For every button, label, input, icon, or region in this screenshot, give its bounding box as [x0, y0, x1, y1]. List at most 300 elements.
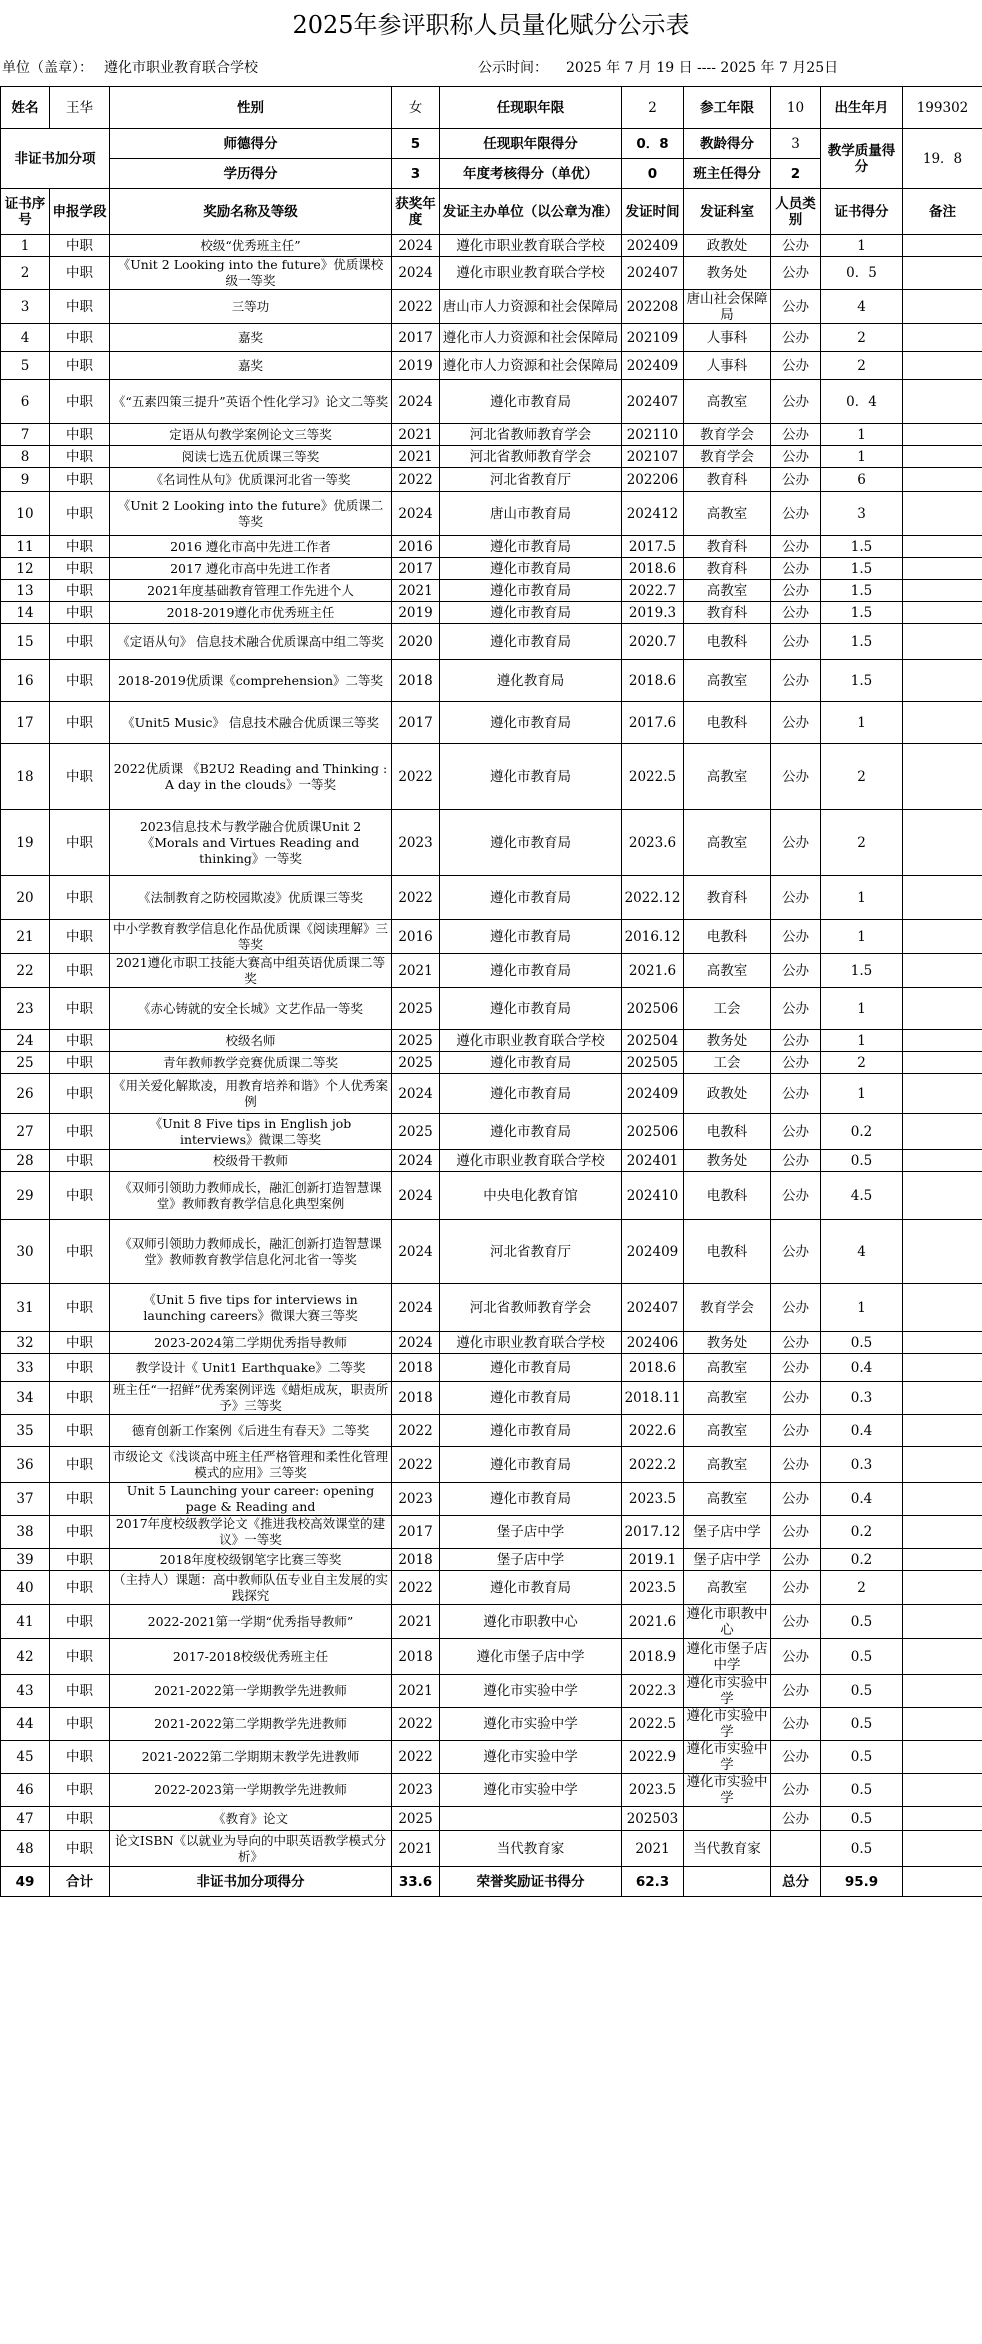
cert-no-cell: 20: [1, 876, 50, 920]
award-year-cell: 2024: [392, 257, 440, 290]
award-name-cell: 2018年度校级钢笔字比赛三等奖: [110, 1549, 392, 1571]
dept-cell: 高教室: [684, 660, 771, 702]
publish-time: 2025 年 7 月 19 日 ---- 2025 年 7 月25日: [566, 60, 839, 76]
table-row: [1, 1074, 982, 1114]
issue-date-cell: 202409: [622, 352, 684, 380]
dept-cell: 高教室: [684, 1571, 771, 1605]
cert-score-cell: 0.5: [821, 1831, 903, 1867]
issuer-cell: 堡子店中学: [440, 1516, 622, 1549]
award-year-cell: 2016: [392, 920, 440, 954]
dept-cell: 电教科: [684, 1172, 771, 1220]
issue-date-cell: 2022.9: [622, 1741, 684, 1774]
issuer-cell: 河北省教育厅: [440, 468, 622, 492]
dept-cell: 遵化市实验中学: [684, 1774, 771, 1807]
cert-score-cell: 0.4: [821, 1354, 903, 1382]
cert-no-cell: 17: [1, 702, 50, 744]
cert-no-cell: 15: [1, 624, 50, 660]
remark-cell: [903, 446, 982, 468]
table-row: [1, 660, 982, 702]
award-name-cell: 《教育》论文: [110, 1807, 392, 1831]
table-row: [1, 876, 982, 920]
teaching-age-value: 3: [771, 129, 821, 159]
remark-cell: [903, 602, 982, 624]
dept-cell: 高教室: [684, 580, 771, 602]
remark-cell: [903, 1332, 982, 1354]
table-row: [1, 810, 982, 876]
remark-cell: [903, 1774, 982, 1807]
issue-date-cell: 2017.12: [622, 1516, 684, 1549]
award-year-cell: 2017: [392, 702, 440, 744]
level-cell: 中职: [50, 1807, 110, 1831]
staff-category-cell: 公办: [771, 424, 821, 446]
cert-no-cell: 35: [1, 1415, 50, 1447]
award-year-cell: 2023: [392, 1774, 440, 1807]
remark-cell: [903, 536, 982, 558]
issue-date-cell: 202409: [622, 1074, 684, 1114]
award-year-cell: 2021: [392, 954, 440, 988]
cert-score-cell: 1: [821, 235, 903, 257]
staff-category-cell: 公办: [771, 602, 821, 624]
level-cell: 中职: [50, 1516, 110, 1549]
award-name-cell: 《“五素四策三提升”英语个性化学习》论文二等奖: [110, 380, 392, 424]
issue-date-cell: 2022.5: [622, 744, 684, 810]
cert-score-cell: 0.5: [821, 1675, 903, 1708]
cert-score-cell: 1: [821, 1284, 903, 1332]
name-value: 王华: [50, 87, 110, 129]
table-row: [1, 1605, 982, 1639]
staff-category-cell: 公办: [771, 1114, 821, 1150]
cert-no-cell: 6: [1, 380, 50, 424]
award-name-cell: 2022优质课 《B2U2 Reading and Thinking : A day in the clouds》一等奖: [110, 744, 392, 810]
award-year-cell: 2022: [392, 1708, 440, 1741]
award-name-cell: 2021-2022第二学期教学先进教师: [110, 1708, 392, 1741]
table-row: [1, 1284, 982, 1332]
dept-cell: 教育科: [684, 536, 771, 558]
cert-score-cell: 3: [821, 492, 903, 536]
award-name-cell: 阅读七选五优质课三等奖: [110, 446, 392, 468]
staff-category-cell: 公办: [771, 920, 821, 954]
dept-cell: 遵化市实验中学: [684, 1708, 771, 1741]
cert-score-cell: 1: [821, 920, 903, 954]
table-row: [1, 1220, 982, 1284]
cert-no-cell: 14: [1, 602, 50, 624]
remark-cell: [903, 920, 982, 954]
issuer-cell: 遵化市教育局: [440, 380, 622, 424]
issue-date-cell: 2021.6: [622, 1605, 684, 1639]
award-name-cell: 2023信息技术与教学融合优质课Unit 2《Morals and Virtues Reading and thinking》一等奖: [110, 810, 392, 876]
table-row: [1, 1150, 982, 1172]
ethics-label: 师德得分: [110, 129, 392, 159]
staff-category-cell: 公办: [771, 1774, 821, 1807]
staff-category-cell: 公办: [771, 1284, 821, 1332]
table-row: [1, 536, 982, 558]
cert-score-cell: 1.5: [821, 954, 903, 988]
cert-no-cell: 33: [1, 1354, 50, 1382]
award-name-cell: 2022-2023第一学期教学先进教师: [110, 1774, 392, 1807]
staff-category-cell: 公办: [771, 1030, 821, 1052]
work-value: 10: [771, 87, 821, 129]
cert-score-cell: 1.5: [821, 660, 903, 702]
dept-cell: 高教室: [684, 1415, 771, 1447]
level-cell: 中职: [50, 876, 110, 920]
level-cell: 中职: [50, 1774, 110, 1807]
issuer-cell: 中央电化教育馆: [440, 1172, 622, 1220]
dept-cell: 当代教育家: [684, 1831, 771, 1867]
award-year-cell: 2018: [392, 1354, 440, 1382]
cert-score-cell: 0.5: [821, 1332, 903, 1354]
remark-cell: [903, 1074, 982, 1114]
award-name-cell: 2022-2021第一学期“优秀指导教师”: [110, 1605, 392, 1639]
award-name-cell: 《双师引领助力教师成长，融汇创新打造智慧课堂》教师教育教学信息化典型案例: [110, 1172, 392, 1220]
issuer-cell: 遵化市实验中学: [440, 1708, 622, 1741]
cert-no-cell: 25: [1, 1052, 50, 1074]
remark-cell: [903, 744, 982, 810]
issue-date-cell: 202109: [622, 324, 684, 352]
issuer-cell: 遵化市教育局: [440, 810, 622, 876]
annual-value: 0: [622, 159, 684, 189]
award-year-cell: 2017: [392, 324, 440, 352]
award-name-cell: 《赤心铸就的安全长城》文艺作品一等奖: [110, 988, 392, 1030]
table-row: [1, 702, 982, 744]
cert-score-cell: 0.4: [821, 1483, 903, 1516]
award-name-cell: 《定语从句》 信息技术融合优质课高中组二等奖: [110, 624, 392, 660]
table-row: [1, 352, 982, 380]
total-empty: [684, 1867, 771, 1897]
level-cell: 中职: [50, 1447, 110, 1483]
level-cell: 中职: [50, 1220, 110, 1284]
issue-date-cell: 2018.9: [622, 1639, 684, 1675]
gender-label: 性别: [110, 87, 392, 129]
issuer-cell: 遵化教育局: [440, 660, 622, 702]
remark-cell: [903, 1549, 982, 1571]
table-row: [1, 1675, 982, 1708]
table-row: [1, 1741, 982, 1774]
award-year-cell: 2022: [392, 1447, 440, 1483]
remark-cell: [903, 624, 982, 660]
remark-cell: [903, 702, 982, 744]
staff-category-cell: 公办: [771, 876, 821, 920]
award-name-cell: 《用关爱化解欺凌，用教育培养和谐》个人优秀案例: [110, 1074, 392, 1114]
award-name-cell: 《Unit5 Music》 信息技术融合优质课三等奖: [110, 702, 392, 744]
issue-date-cell: 202107: [622, 446, 684, 468]
issuer-cell: 遵化市教育局: [440, 1074, 622, 1114]
staff-category-cell: 公办: [771, 1150, 821, 1172]
issuer-cell: [440, 1807, 622, 1831]
cert-no-cell: 45: [1, 1741, 50, 1774]
level-cell: 中职: [50, 1030, 110, 1052]
award-year-cell: 2018: [392, 1639, 440, 1675]
award-name-cell: 2018-2019优质课《comprehension》二等奖: [110, 660, 392, 702]
award-year-cell: 2021: [392, 1675, 440, 1708]
award-year-cell: 2016: [392, 536, 440, 558]
award-name-cell: 青年教师教学竞赛优质课二等奖: [110, 1052, 392, 1074]
award-name-cell: 校级骨干教师: [110, 1150, 392, 1172]
cert-score-cell: 0.2: [821, 1549, 903, 1571]
level-cell: 中职: [50, 988, 110, 1030]
issue-date-cell: 2022.2: [622, 1447, 684, 1483]
cert-score-cell: 0.5: [821, 1150, 903, 1172]
headteacher-value: 2: [771, 159, 821, 189]
dept-cell: 高教室: [684, 810, 771, 876]
cert-score-cell: 4: [821, 290, 903, 324]
issuer-cell: 河北省教师教育学会: [440, 446, 622, 468]
staff-category-cell: 公办: [771, 257, 821, 290]
award-name-cell: 2017 遵化市高中先进工作者: [110, 558, 392, 580]
table-row: [1, 380, 982, 424]
remark-cell: [903, 257, 982, 290]
award-year-cell: 2022: [392, 744, 440, 810]
cert-no-cell: 39: [1, 1549, 50, 1571]
headteacher-label: 班主任得分: [684, 159, 771, 189]
award-year-cell: 2018: [392, 660, 440, 702]
column-header-row: [1, 189, 982, 235]
issuer-cell: 遵化市教育局: [440, 1114, 622, 1150]
level-cell: 中职: [50, 1150, 110, 1172]
award-year-cell: 2024: [392, 1284, 440, 1332]
cert-score-cell: 2: [821, 1571, 903, 1605]
staff-category-cell: 公办: [771, 744, 821, 810]
cert-score-cell: 6: [821, 468, 903, 492]
cert-score-cell: 1.5: [821, 536, 903, 558]
table-row: [1, 744, 982, 810]
award-name-cell: 2016 遵化市高中先进工作者: [110, 536, 392, 558]
staff-category-cell: 公办: [771, 810, 821, 876]
issuer-cell: 河北省教师教育学会: [440, 1284, 622, 1332]
award-name-cell: 教学设计《 Unit1 Earthquake》二等奖: [110, 1354, 392, 1382]
issuer-cell: 遵化市教育局: [440, 954, 622, 988]
cert-score-cell: 0．5: [821, 257, 903, 290]
dept-cell: 堡子店中学: [684, 1516, 771, 1549]
dept-cell: 电教科: [684, 1114, 771, 1150]
cert-no-cell: 19: [1, 810, 50, 876]
dept-cell: 教育科: [684, 876, 771, 920]
level-cell: 中职: [50, 257, 110, 290]
level-cell: 中职: [50, 380, 110, 424]
staff-category-cell: 公办: [771, 1516, 821, 1549]
issue-date-cell: 2019.3: [622, 602, 684, 624]
cert-no-cell: 31: [1, 1284, 50, 1332]
cert-no-cell: 1: [1, 235, 50, 257]
cert-no-cell: 48: [1, 1831, 50, 1867]
dept-cell: 人事科: [684, 324, 771, 352]
unit-label: 单位（盖章）：: [2, 60, 93, 76]
award-year-cell: 2021: [392, 1831, 440, 1867]
cert-no-cell: 7: [1, 424, 50, 446]
award-name-cell: 定语从句教学案例论文三等奖: [110, 424, 392, 446]
remark-cell: [903, 492, 982, 536]
table-row: [1, 492, 982, 536]
bonus-label: 非证书加分项: [1, 129, 110, 189]
dept-cell: 教育学会: [684, 424, 771, 446]
staff-category-cell: 公办: [771, 1172, 821, 1220]
award-name-cell: 《法制教育之防校园欺凌》优质课三等奖: [110, 876, 392, 920]
cert-score-cell: 1: [821, 446, 903, 468]
staff-category-cell: 公办: [771, 558, 821, 580]
level-cell: 中职: [50, 290, 110, 324]
award-year-cell: 2021: [392, 446, 440, 468]
cert-score-cell: 0.2: [821, 1114, 903, 1150]
dept-cell: 教育科: [684, 468, 771, 492]
issuer-cell: 遵化市教育局: [440, 876, 622, 920]
award-name-cell: 2021年度基础教育管理工作先进个人: [110, 580, 392, 602]
table-row: [1, 446, 982, 468]
issue-date-cell: 2022.5: [622, 1708, 684, 1741]
cert-score-cell: 2: [821, 744, 903, 810]
dept-cell: 教务处: [684, 1030, 771, 1052]
dept-cell: 电教科: [684, 702, 771, 744]
cert-no-cell: 18: [1, 744, 50, 810]
cert-no-cell: 16: [1, 660, 50, 702]
table-row: [1, 290, 982, 324]
award-year-cell: 2023: [392, 810, 440, 876]
award-year-cell: 2019: [392, 352, 440, 380]
issue-date-cell: 2022.6: [622, 1415, 684, 1447]
issue-date-cell: 202504: [622, 1030, 684, 1052]
staff-category-cell: [771, 1831, 821, 1867]
cert-no-cell: 3: [1, 290, 50, 324]
cert-score-cell: 2: [821, 810, 903, 876]
dept-cell: 遵化市实验中学: [684, 1741, 771, 1774]
staff-category-cell: 公办: [771, 380, 821, 424]
award-name-cell: 市级论文《浅谈高中班主任严格管理和柔性化管理模式的应用》三等奖: [110, 1447, 392, 1483]
level-cell: 中职: [50, 352, 110, 380]
issuer-cell: 遵化市教育局: [440, 702, 622, 744]
cert-no-cell: 24: [1, 1030, 50, 1052]
award-name-cell: 《名词性从句》优质课河北省一等奖: [110, 468, 392, 492]
dept-cell: 堡子店中学: [684, 1549, 771, 1571]
cert-no-cell: 34: [1, 1382, 50, 1415]
total-no: 49: [1, 1867, 50, 1897]
level-cell: 中职: [50, 1114, 110, 1150]
remark-cell: [903, 1220, 982, 1284]
bonus-total-label: 非证书加分项得分: [110, 1867, 392, 1897]
issuer-cell: 遵化市教育局: [440, 602, 622, 624]
cert-no-cell: 23: [1, 988, 50, 1030]
staff-category-cell: 公办: [771, 1605, 821, 1639]
issuer-cell: 遵化市教育局: [440, 1382, 622, 1415]
cert-score-cell: 1: [821, 988, 903, 1030]
issuer-cell: 遵化市教育局: [440, 1415, 622, 1447]
cert-score-cell: 0．4: [821, 380, 903, 424]
cert-score-cell: 0.5: [821, 1741, 903, 1774]
remark-cell: [903, 580, 982, 602]
sum-label: 总分: [771, 1867, 821, 1897]
table-row: [1, 257, 982, 290]
issuer-cell: 遵化市实验中学: [440, 1675, 622, 1708]
award-name-cell: 2017年度校级教学论文《推进我校高效课堂的建议》一等奖: [110, 1516, 392, 1549]
remark-cell: [903, 1447, 982, 1483]
remark-cell: [903, 380, 982, 424]
col-header-category: 人员类别: [771, 189, 821, 235]
cert-score-cell: 1: [821, 424, 903, 446]
award-name-cell: 2021-2022第一学期教学先进教师: [110, 1675, 392, 1708]
gender-value: 女: [392, 87, 440, 129]
issue-date-cell: 202410: [622, 1172, 684, 1220]
education-value: 3: [392, 159, 440, 189]
award-name-cell: 论文ISBN《以就业为导向的中职英语教学模式分析》: [110, 1831, 392, 1867]
table-row: [1, 324, 982, 352]
dept-cell: 教育学会: [684, 1284, 771, 1332]
remark-cell: [903, 558, 982, 580]
level-cell: 中职: [50, 744, 110, 810]
level-cell: 中职: [50, 1571, 110, 1605]
dept-cell: 人事科: [684, 352, 771, 380]
level-cell: 中职: [50, 1483, 110, 1516]
cert-score-cell: 0.5: [821, 1605, 903, 1639]
issuer-cell: 遵化市教育局: [440, 624, 622, 660]
award-year-cell: 2021: [392, 1605, 440, 1639]
cert-no-cell: 46: [1, 1774, 50, 1807]
staff-category-cell: 公办: [771, 468, 821, 492]
cert-score-cell: 1: [821, 702, 903, 744]
level-cell: 中职: [50, 624, 110, 660]
cert-score-cell: 0.5: [821, 1807, 903, 1831]
level-cell: 中职: [50, 1354, 110, 1382]
remark-cell: [903, 1354, 982, 1382]
dept-cell: 政教处: [684, 1074, 771, 1114]
staff-category-cell: 公办: [771, 1382, 821, 1415]
level-cell: 中职: [50, 1284, 110, 1332]
remark-cell: [903, 1571, 982, 1605]
total-label: 合计: [50, 1867, 110, 1897]
cert-score-cell: 1.5: [821, 558, 903, 580]
dept-cell: 教务处: [684, 1332, 771, 1354]
issuer-cell: 遵化市堡子店中学: [440, 1639, 622, 1675]
issue-date-cell: 202506: [622, 1114, 684, 1150]
unit-name: 遵化市职业教育联合学校: [104, 60, 258, 76]
cert-no-cell: 8: [1, 446, 50, 468]
cert-score-cell: 2: [821, 1052, 903, 1074]
award-year-cell: 2024: [392, 1332, 440, 1354]
level-cell: 中职: [50, 558, 110, 580]
col-header-remark: 备注: [903, 189, 982, 235]
table-row: [1, 424, 982, 446]
years-score-label: 任现职年限得分: [440, 129, 622, 159]
cert-score-cell: 0.5: [821, 1708, 903, 1741]
award-name-cell: 德育创新工作案例《后进生有春天》二等奖: [110, 1415, 392, 1447]
award-year-cell: 2022: [392, 1415, 440, 1447]
remark-cell: [903, 1807, 982, 1831]
dept-cell: 电教科: [684, 920, 771, 954]
remark-cell: [903, 1675, 982, 1708]
table-row: [1, 1447, 982, 1483]
birth-label: 出生年月: [821, 87, 903, 129]
cert-no-cell: 27: [1, 1114, 50, 1150]
dept-cell: 遵化市实验中学: [684, 1675, 771, 1708]
award-year-cell: 2025: [392, 1114, 440, 1150]
remark-cell: [903, 1382, 982, 1415]
table-row: [1, 1114, 982, 1150]
table-row: [1, 1354, 982, 1382]
staff-category-cell: 公办: [771, 446, 821, 468]
award-year-cell: 2024: [392, 1172, 440, 1220]
staff-category-cell: 公办: [771, 352, 821, 380]
remark-cell: [903, 810, 982, 876]
dept-cell: 唐山社会保障局: [684, 290, 771, 324]
issue-date-cell: 202409: [622, 235, 684, 257]
cert-score-cell: 1.5: [821, 580, 903, 602]
issue-date-cell: 2018.6: [622, 558, 684, 580]
cert-no-cell: 42: [1, 1639, 50, 1675]
issue-date-cell: 202407: [622, 1284, 684, 1332]
issuer-cell: 堡子店中学: [440, 1549, 622, 1571]
award-name-cell: 2018-2019遵化市优秀班主任: [110, 602, 392, 624]
staff-category-cell: 公办: [771, 1571, 821, 1605]
award-year-cell: 2021: [392, 424, 440, 446]
issuer-cell: 遵化市教育局: [440, 920, 622, 954]
remark-cell: [903, 1605, 982, 1639]
staff-category-cell: 公办: [771, 624, 821, 660]
